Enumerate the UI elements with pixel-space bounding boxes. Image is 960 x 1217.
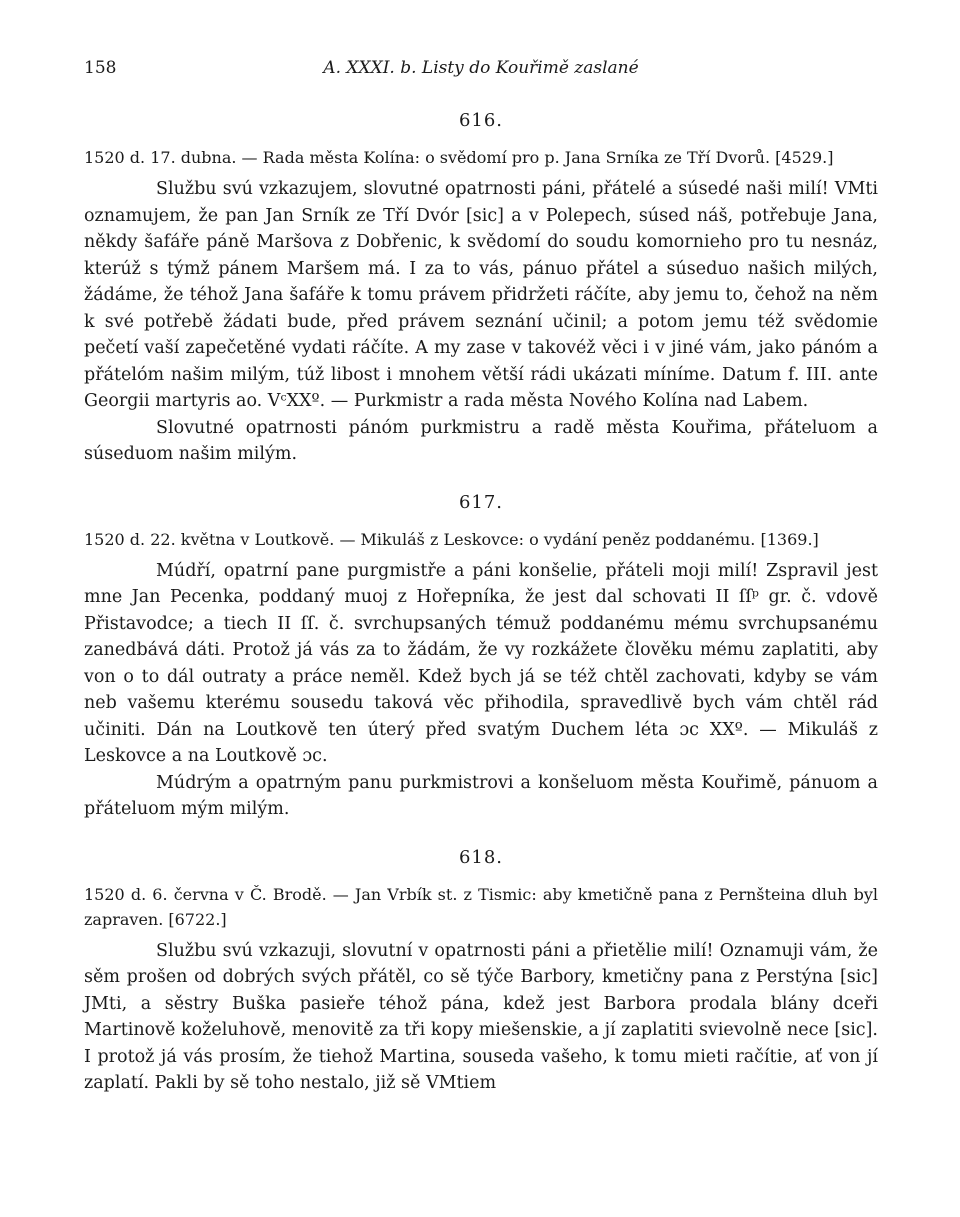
document-heading: 1520 d. 17. dubna. — Rada města Kolína: o svědomí pro p. Jana Srníka ze Tří Dvorů. [4529.] <box>84 148 834 167</box>
running-title: A. XXXI. b. Listy do Kouřimě zaslané <box>323 58 639 78</box>
document-number: 617. <box>458 491 504 513</box>
page-number: 158 <box>84 58 117 78</box>
document-617 <box>84 492 878 823</box>
document-number: 616. <box>458 110 504 131</box>
running-header <box>84 58 878 88</box>
document-address: Slovutné opatrnosti pánóm purkmistru a radě města Kouřima, přáteluom a súseduom našim milým. <box>84 417 878 464</box>
document-body: Múdří, opatrní pane purgmistře a páni konšelie, přáteli moji milí! Zspravil jest mne Jan Pecenka, poddaný muoj z Hořepníka, že jest dal schovati II ſſᵖ gr. č. vdově Přistavodce; a tiech II ſſ. č. svrchupsaných témuž poddanému mému svrchupsanému zanedbává dáti. Protož já vás za to žádám, že vy rozkážete člověku mému zaplatiti, aby von o to dál outraty a práce neměl. Kdež bych já se též chtěl zachovati, kdyby se vám neb vašemu kterému sousedu taková věc přihodila, spravedlivě bych vám chtěl rád učiniti. Dán na Loutkově ten úterý před svatým Duchem léta ɔc XXº. — Mikuláš z Leskovce a na Loutkově ɔc. <box>84 560 878 766</box>
document-address: Múdrým a opatrným panu purkmistrovi a konšeluom města Kouřimě, pánuom a přáteluom mým milým. <box>84 772 878 819</box>
document-body: Službu svú vzkazujem, slovutné opatrnosti páni, přátelé a súsedé naši milí! VMti oznamujem, že pan Jan Srník ze Tří Dvór [sic] a v Polepech, súsed náš, potřebuje Jana, někdy šafáře páně Maršova z Dobřenic, k svědomí do soudu komornieho pro tu nesnáz, kterúž s týmž pánem Maršem má. I za to vás, pánuo přátel a súseduo našich milých, žádáme, že téhož Jana šafáře k tomu právem přidržeti ráčíte, aby jemu to, čehož na něm k své potřebě žádati bude, před právem seznání učinil; a potom jemu též svědomie pečetí vaší zapečetěné vydati ráčíte. A my zase v takovéž věci i v jiné vám, jako pánóm a přátelóm našim milým, túž libost i mnohem větší rádi ukázati míníme. Datum f. III. ante Georgii martyris ao. VᶜXXº. — Purkmistr a rada města Nového Kolína nad Labem. <box>84 179 878 411</box>
document-body: Službu svú vzkazuji, slovutní v opatrnosti páni a přietělie milí! Oznamuji vám, že sěm prošen od dobrých svých přátěl, co sě týče Barbory, kmetičny pana z Perstýna [sic] JMti, a sěstry Buška pasieře téhož pána, kdež jest Barbora prodala blány dceři Martinově koželuhově, menovitě za tři kopy miešenskie, a jí zaplatiti svievolně nece [sic]. I protož já vás prosím, že tiehož Martina, souseda vašeho, k tomu mieti račítie, ať von jí zaplatí. Pakli by sě toho nestalo, již sě VMtiem <box>84 940 878 1093</box>
document-number: 618. <box>458 846 504 868</box>
document-heading: 1520 d. 6. června v Č. Brodě. — Jan Vrbík st. z Tismic: aby kmetičně pana z Pernšteina dluh byl zapraven. [6722.] <box>84 884 878 929</box>
document-616 <box>84 110 878 468</box>
document-618 <box>84 847 878 1097</box>
page <box>84 58 878 1117</box>
document-heading: 1520 d. 22. května v Loutkově. — Mikuláš z Leskovce: o vydání peněz poddanému. [1369.] <box>84 529 819 549</box>
